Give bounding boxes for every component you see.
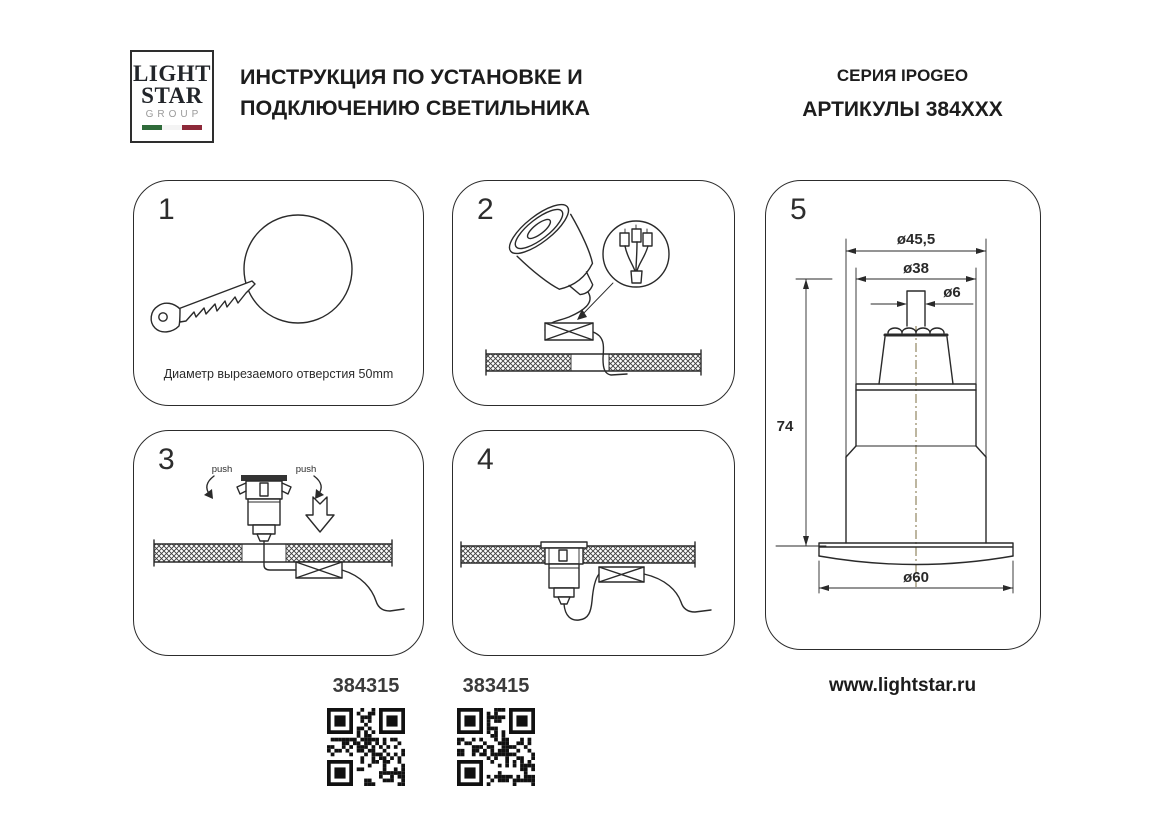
articles-label: АРТИКУЛЫ 384XXX [802, 98, 1003, 121]
qr-code-left [327, 708, 405, 786]
step-3-diagram [134, 431, 425, 657]
logo-word-light: LIGHT [133, 61, 211, 87]
svg-text:ø6: ø6 [943, 284, 961, 301]
fixture-outline [819, 291, 1013, 565]
svg-text:ø45,5: ø45,5 [896, 231, 936, 248]
recessed-light-fixture [237, 475, 291, 541]
junction-box [296, 562, 342, 578]
push-arrow-left [204, 476, 214, 499]
logo-word-group: GROUP [145, 108, 203, 120]
step-1-number: 1 [158, 193, 175, 226]
dim-pin-diameter [871, 284, 973, 307]
step-3-panel [133, 430, 424, 656]
magnifier-pointer-arrow [581, 283, 613, 316]
installed-light-fixture [541, 542, 587, 604]
article-number-left: 384315 [332, 675, 400, 697]
svg-text:ø60: ø60 [903, 569, 929, 586]
wire-detail-magnifier [577, 221, 669, 320]
step-1-caption: Диаметр вырезаемого отверстия 50mm [163, 367, 394, 381]
ground-strip [154, 540, 392, 566]
dim-height [776, 279, 832, 546]
step-4-diagram [453, 431, 736, 657]
logo-italian-flag-stripe [142, 125, 202, 130]
lightstar-logo [130, 50, 214, 143]
svg-text:74: 74 [776, 418, 794, 435]
step-2-panel [452, 180, 735, 406]
insert-direction-arrow [306, 497, 334, 532]
ground-strip [486, 350, 701, 375]
cutout-circle [244, 215, 352, 323]
website-url: www.lightstar.ru [828, 675, 977, 696]
push-label-right: push [295, 464, 317, 475]
page-title-line1: ИНСТРУКЦИЯ ПО УСТАНОВКЕ И [240, 65, 583, 89]
step-4-number: 4 [477, 443, 494, 476]
step-5-dimension-drawing [766, 181, 1042, 651]
step-1-panel [133, 180, 424, 406]
junction-box [599, 567, 644, 582]
push-arrow-right [314, 476, 324, 499]
step-4-panel [452, 430, 735, 656]
step-3-number: 3 [158, 443, 175, 476]
recessed-light-fixture [503, 197, 617, 314]
step-2-diagram [453, 181, 736, 407]
qr-code-right [457, 708, 535, 786]
logo-word-star: STAR [141, 82, 203, 108]
step-5-number: 5 [790, 193, 807, 226]
svg-text:ø38: ø38 [903, 260, 929, 277]
step-5-panel [765, 180, 1041, 650]
page-title [240, 62, 680, 123]
page-title-line2: ПОДКЛЮЧЕНИЮ СВЕТИЛЬНИКА [240, 95, 591, 120]
step-2-number: 2 [477, 193, 494, 226]
series-label: СЕРИЯ IPOGEO [836, 66, 969, 85]
push-label-left: push [211, 464, 233, 475]
junction-box [545, 323, 593, 340]
saw-icon [151, 281, 255, 332]
article-number-right: 383415 [462, 675, 530, 697]
